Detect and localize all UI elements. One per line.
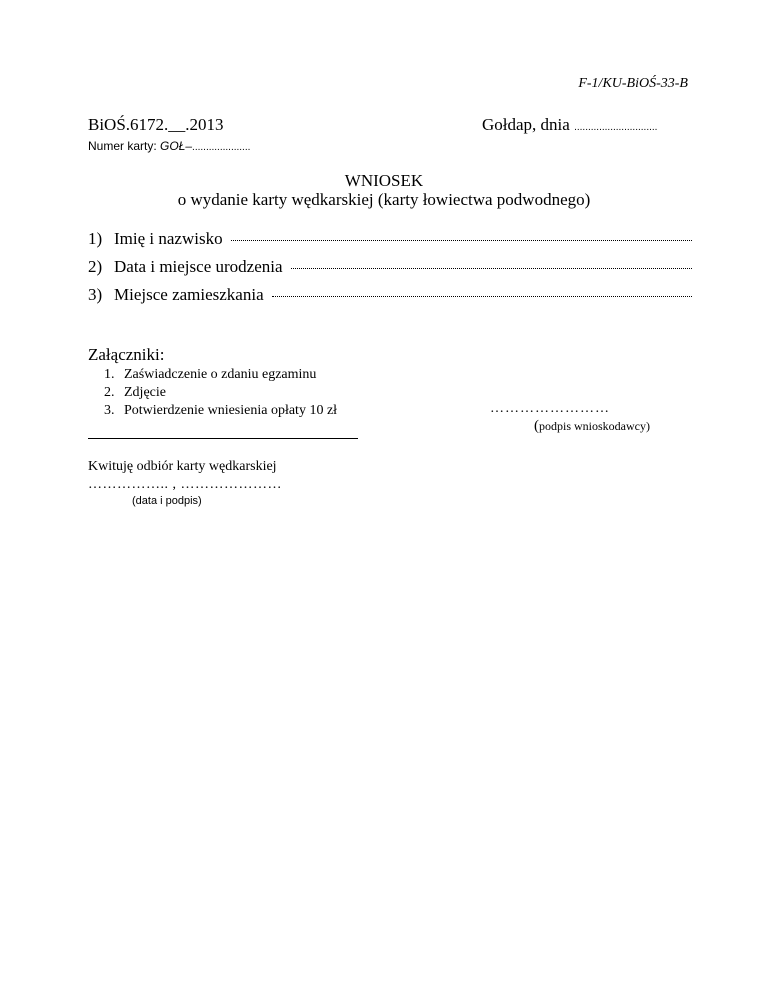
field-number: 1) — [88, 229, 103, 248]
document-title: WNIOSEK — [344, 171, 424, 190]
case-number: BiOŚ.6172.__.2013 — [88, 115, 224, 134]
document-subtitle: o wydanie karty wędkarskiej (karty łowiectwa podwodnego) — [177, 190, 591, 209]
signature-caption — [534, 418, 650, 435]
field-label: Data i miejsce urodzenia — [114, 257, 283, 276]
attachment-text: Zdjęcie — [124, 385, 166, 400]
attachments-list — [104, 366, 337, 420]
attachments-heading: Załączniki: — [88, 345, 165, 364]
signature-caption-text: podpis wnioskodawcy) — [539, 419, 650, 433]
attachment-number: 1. — [104, 367, 115, 382]
signature-line[interactable]: …………………… — [490, 401, 610, 416]
field-name — [88, 229, 692, 249]
receipt-caption: (data i podpis) — [132, 495, 202, 507]
field-number: 2) — [88, 257, 103, 276]
field-fill-line[interactable] — [272, 295, 692, 297]
attachment-text: Zaświadczenie o zdaniu egzaminu — [124, 367, 317, 382]
section-divider — [88, 438, 358, 439]
attachment-item — [104, 366, 337, 384]
place-date — [482, 115, 657, 135]
field-birth — [88, 257, 692, 277]
field-fill-line[interactable] — [291, 267, 692, 269]
field-residence — [88, 285, 692, 305]
card-number-fill: ..................... — [192, 142, 251, 153]
attachment-number: 3. — [104, 403, 115, 418]
receipt-text: Kwituję odbiór karty wędkarskiej — [88, 459, 277, 474]
form-code: F-1/KU-BiOŚ-33-B — [578, 76, 688, 91]
attachment-number: 2. — [104, 385, 115, 400]
receipt-fill-line[interactable]: …………….. , ………………… — [88, 477, 282, 492]
attachment-text: Potwierdzenie wniesienia opłaty 10 zł — [124, 403, 338, 418]
field-number: 3) — [88, 285, 103, 304]
card-number-label: Numer karty: — [88, 139, 157, 153]
card-number-prefix: GOŁ– — [160, 139, 193, 153]
attachment-item — [104, 402, 337, 420]
attachment-item — [104, 384, 337, 402]
field-label: Imię i nazwisko — [114, 229, 223, 248]
field-label: Miejsce zamieszkania — [114, 285, 264, 304]
place-date-label: Gołdap, dnia — [482, 115, 570, 134]
field-fill-line[interactable] — [231, 239, 692, 241]
signature-paren: ( — [534, 418, 539, 434]
card-number — [88, 139, 250, 153]
place-date-fill: .............................. — [574, 122, 658, 133]
